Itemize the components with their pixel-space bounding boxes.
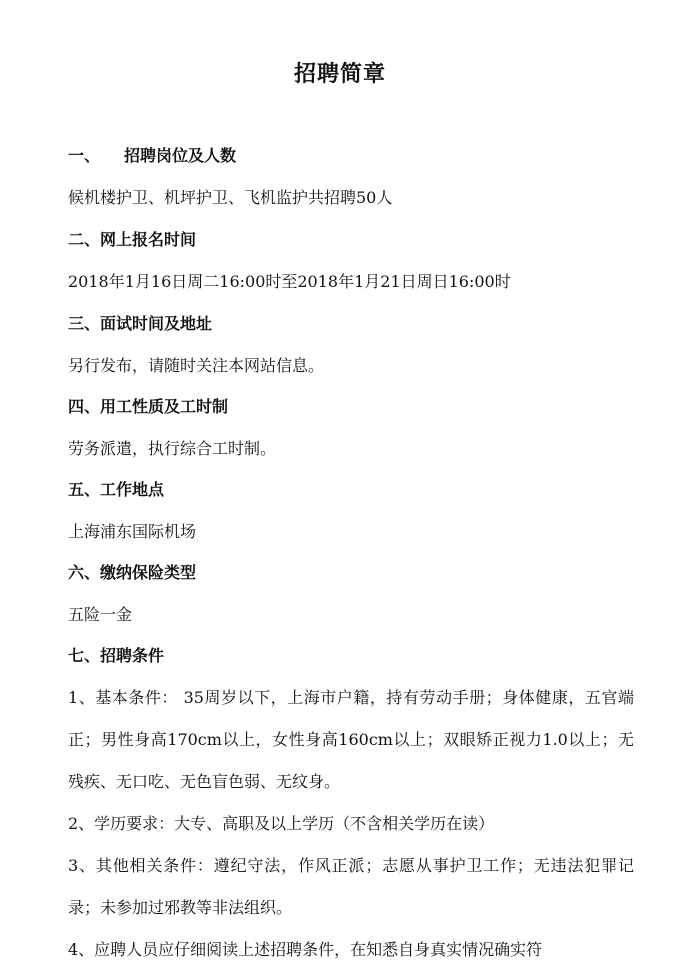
condition-paragraph-2: 2、学历要求：大专、高职及以上学历（不含相关学历在读） [68,814,495,833]
section-body-1: 候机楼护卫、机坪护卫、飞机监护共招聘50人 [68,188,393,207]
section-heading-7: 七、招聘条件 [68,646,165,665]
section-body-3: 另行发布，请随时关注本网站信息。 [68,356,325,375]
section-heading-4: 四、用工性质及工时制 [68,397,229,416]
section-heading-2: 二、网上报名时间 [68,230,197,249]
section-heading-1 [68,140,636,172]
condition-paragraph-3: 3、其他相关条件：遵纪守法，作风正派；志愿从事护卫工作；无违法犯罪记录；未参加过邪教等非法组织。 [68,856,634,917]
section-heading-number: 一、 [68,146,101,165]
section-body-6: 五险一金 [68,605,133,624]
condition-paragraph-4: 4、应聘人员应仔细阅读上述招聘条件，在知悉自身真实情况确实符 [68,940,543,959]
document-title: 招聘简章 [293,61,386,87]
section-heading-6: 六、缴纳保险类型 [68,563,197,582]
section-body-5: 上海浦东国际机场 [68,522,197,541]
section-heading-5: 五、工作地点 [68,480,165,499]
section-body-2: 2018年1月16日周二16:00时至2018年1月21日周日16:00时 [68,272,511,291]
condition-paragraph-1: 1、基本条件： 35周岁以下，上海市户籍，持有劳动手册；身体健康，五官端正；男性身高170cm以上，女性身高160cm以上；双眼矫正视力1.0以上；无残疾、无口吃、无色盲色弱、无纹身。 [68,688,634,791]
section-heading-text: 招聘岗位及人数 [124,146,237,165]
section-body-4: 劳务派遣，执行综合工时制。 [68,439,277,458]
section-heading-3: 三、面试时间及地址 [68,314,213,333]
